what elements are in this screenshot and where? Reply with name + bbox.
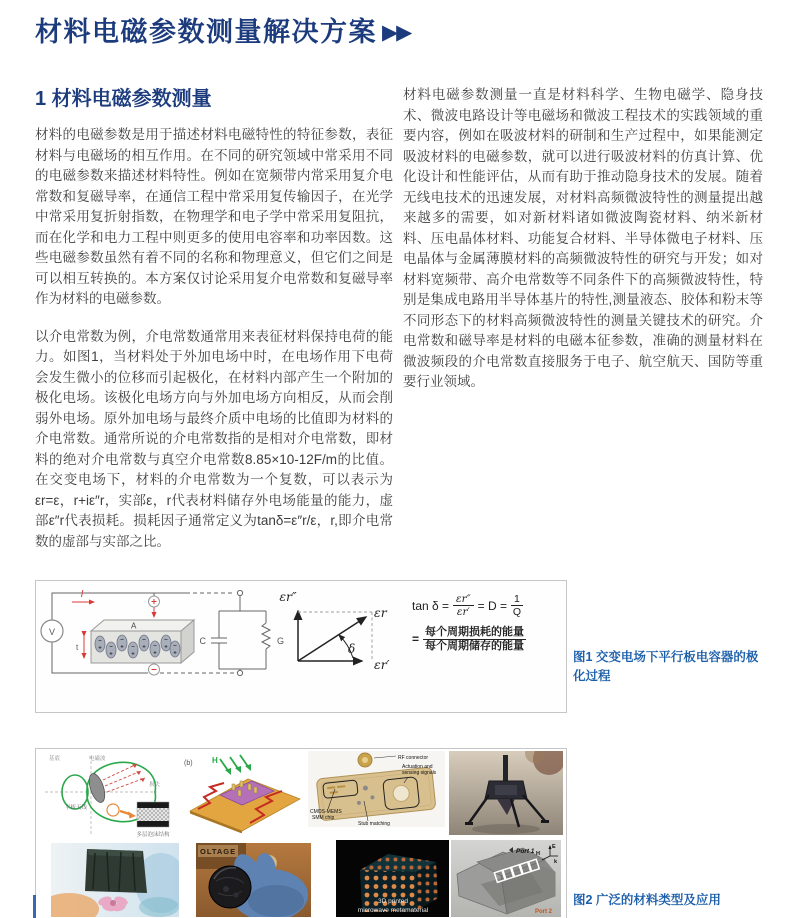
substrate-label: 基底 [49, 756, 61, 762]
bottom-node [237, 670, 242, 675]
current-label: I [80, 589, 84, 600]
energy-fraction [423, 626, 526, 652]
photo-absorber-foam-flower [51, 843, 179, 917]
voltage-source-label: V [48, 627, 56, 637]
eps-fraction [453, 593, 474, 618]
top-node [237, 590, 242, 595]
k-axis-label: k [554, 859, 558, 865]
paragraph-measurement-importance: 材料电磁参数测量一直是材料科学、生物电磁学、隐身技术、微波电路设计等电磁场和微波工程技术的实践领域的重要内容，例如在吸波材料的研制和生产过程中，如果能测定吸波材料的电磁参数，就可以进行吸波材料的仿真计算、优化设计和性能评估，从而有助于推动隐身技术的发展。随着无线电技术的迅速发展，对材料高频微波特性的测量提出越来越多的需要，如对新材料诸如微波陶瓷材料、纳米新材料、压电晶体材料、功能复合材料、半导体微电子材料、压电晶体与金属薄膜材料的高频微波特性的研究与开发；如对材料宽频带、高介电常数等不同条件下的高频微波特性，特别是集成电路用半导体基片的特性,测量液态、胶体和粉末等不同形态下的材料高频微波特性的测量关键技术的研究。介电常数和磁导率是材料的电磁本征参数，准确的测量材料在微波频段的介电常数直接服务于电子、航空航天、国防等重要行业领域。 [403, 87, 763, 389]
e-axis-label: E [552, 844, 556, 850]
plate-area-label: A [131, 621, 137, 631]
actuation-label-2: sensing signals [402, 770, 437, 776]
left-edge-blue-mark [33, 895, 36, 918]
photo-spacecraft-lander [449, 751, 563, 835]
panel-b-label: (b) [184, 760, 193, 767]
cmos-chip-label-1: CMOS-MEMS [310, 809, 342, 815]
photo-sample-disc-glove [196, 843, 311, 917]
figure1-caption: 图1 交变电场下平行板电容器的极化过程 [573, 650, 759, 683]
delta-label: δ [348, 642, 356, 656]
voltage-text-label: OLTAGE [200, 847, 237, 856]
formula-d-eq: = D = [477, 598, 507, 613]
eps-imaginary-label: εr″ [279, 589, 297, 604]
photo-waveguide-ports [451, 840, 561, 917]
lander-mast [503, 755, 508, 781]
stub-matching-label: Stub matching [358, 821, 390, 827]
loss-tangent-formula [412, 593, 564, 618]
rf-connector-label: RF connector [398, 755, 429, 761]
material-disc [209, 866, 251, 908]
figure2-photo-grid [35, 748, 567, 918]
figure1-polarization-diagram [35, 580, 567, 713]
energy-ratio-formula [412, 626, 564, 652]
h-axis-label: H [536, 851, 540, 857]
metamaterial-caption-1: 3D printed [378, 898, 408, 905]
capacitor-label: C [199, 636, 206, 646]
thickness-label: t [76, 643, 79, 652]
photo-cmos-mems-chip [308, 751, 445, 827]
formula-eps-real: εr′ [456, 606, 470, 619]
port1-label: Port 1 [516, 848, 535, 855]
section-heading: 1 材料电磁参数测量 [35, 88, 212, 110]
title-arrows-icon: ▶▶ [382, 21, 411, 44]
formula-eps-imag: εr″ [453, 593, 474, 606]
paragraph-permittivity-example: 以介电常数为例，介电常数通常用来表征材料保持电荷的能力。如图1，当材料处于外加电场中时，在电场作用下电荷会发生微小的位移而引起极化，在材料内部产生一个附加的极化电场。该极化电场方向与外加电场方向相反，从而会削弱外电场。原外加电场与最终介质中电场的比值即为材料的介电常数。通常所说的介电常数指的是相对介电常数，即材料的绝对介电常数与真空介电常数8.85×10-12F/m的比值。在交变电场下，材料的介电常数为一个复数，可以表示为εr=ε，r+iε″r，实部ε，r代表材料储存外电场能量的能力，虚部ε″r代表损耗。损耗因子通常定义为tanδ=ε″r/ε，r,即介电常数的虚部与实部之比。 [35, 328, 393, 549]
conductance-label: G [277, 636, 285, 646]
photo-chip-schematic [180, 753, 304, 833]
cmos-chip-label-2: SMM chip [312, 815, 335, 821]
energy-lost-label: 每个周期损耗的能量 [425, 626, 525, 639]
photo-3d-printed-metamaterial [336, 840, 449, 917]
formula-equals: = [412, 632, 420, 647]
eps-vector-label: εr [374, 605, 387, 620]
left-column [35, 82, 393, 569]
q-fraction [511, 593, 523, 618]
eps-real-label: εr′ [374, 657, 390, 672]
foam-structure-label: 多层泡沫结构 [136, 832, 170, 838]
block-top-face [91, 620, 194, 631]
figure2-caption: 图2 广泛的材料类型及应用 [573, 893, 721, 907]
panel-antenna-label: 平板天线 [65, 805, 88, 811]
document-title [35, 10, 410, 49]
actuation-label-1: Actuation and [402, 764, 433, 770]
formula-tan: tan δ = [412, 598, 450, 613]
metamaterial-caption-2: microwave metamaterial [357, 907, 429, 914]
figure1-formulas [412, 593, 564, 652]
formula-q: Q [512, 606, 521, 619]
h-field-label: H [212, 756, 218, 765]
port2-label: Port 2 [535, 909, 553, 915]
document-title-text: 材料电磁参数测量解决方案 [35, 17, 377, 47]
energy-stored-label: 每个周期储存的能量 [425, 639, 525, 652]
paragraph-electromagnetic-params: 材料的电磁参数是用于描述材料电磁特性的特征参数，表征材料与电磁场的相互作用。在不同的研究领域中常采用不同的电磁参数来描述材料特性。例如在宽频带内常采用复介电常数和复磁导率，在通信工程中常采用复传输因子，在光学中常采用复折射指数，在物理学和电子学中常采用复阻抗，而在化学和电力工程中则更多的使用电容率和功率因数。这些电磁参数虽然有着不同的名称和物理意义，但它们之间是可以相互转换的。本方案仅讨论采用复介电常数和复磁导率作为材料的电磁参数。 [35, 127, 393, 306]
photo-absorber-antenna-diagram [39, 752, 179, 840]
right-column [403, 82, 763, 410]
loss-label: 损失 [149, 782, 161, 788]
formula-one: 1 [511, 593, 523, 606]
wave-label: 电磁波 [89, 756, 106, 762]
